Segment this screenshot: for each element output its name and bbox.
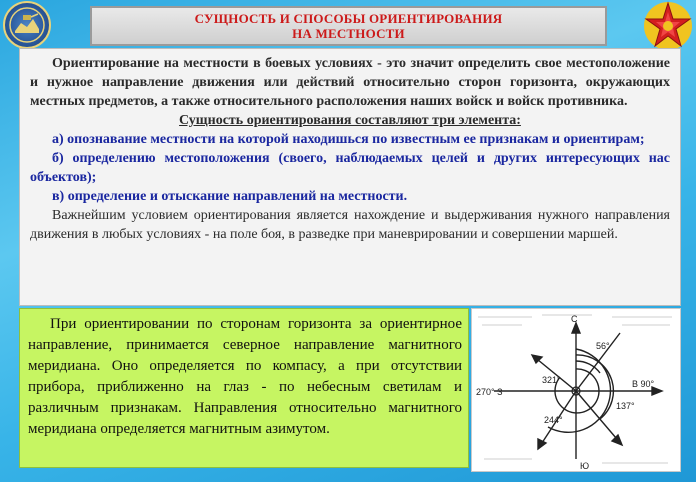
azimuth-sketch [471,308,681,472]
element-item-c: в) определение и отыскание направлений на местности. [52,189,408,204]
elements-subheading: Сущность ориентирования составляют три элемента: [179,113,521,128]
west-label: 270° З [476,387,503,397]
element-item-b: б) определению местоположения (своего, наблюдаемых целей и других интересующих нас объектов); [30,151,670,185]
title-banner [90,6,607,46]
angle-56-label: 56° [596,341,610,351]
element-item-a: а) опознавание местности на которой находишься по известным ее признакам и ориентирам; [52,132,645,147]
north-label: С [571,314,578,324]
closing-paragraph: Важнейшим условием ориентирования является нахождение и выдерживания нужного направления движения в любых условиях - на поле боя, в разведке при маневрировании и совершении маршей. [30,208,670,242]
angle-137-label: 137° [616,401,635,411]
page-title-line-2: НА МЕСТНОСТИ [292,26,405,41]
angle-244-label: 244° [544,415,563,425]
intro-paragraph: Ориентирование на местности в боевых условиях - это значит определить свое местоположение и нужное направление движения или действий относительно сторон горизонта, окружающих местных предметов, а также относительного расположения наших войск и войск противника. [30,56,670,109]
page-title-line-1: СУЩНОСТЬ И СПОСОБЫ ОРИЕНТИРОВАНИЯ [194,11,503,26]
azimuth-diagram [472,309,682,473]
red-star-emblem-icon [642,0,694,52]
military-emblem-icon [3,1,51,49]
east-label: В 90° [632,379,655,389]
angle-321-label: 321° [542,375,561,385]
compass-orientation-panel [19,308,469,468]
compass-orientation-text: При ориентировании по сторонам горизонта за ориентирное направление, принимается северное направление магнитного меридиана. Оно определяется по компасу, а при отсутствии прибора, приближенно на глаз - по небесным светилам и различным признакам. Направления относительно магнитного меридиана определяется магнитным азимутом. [28,316,462,437]
south-label: Ю [580,461,590,471]
main-text-panel [19,48,681,306]
